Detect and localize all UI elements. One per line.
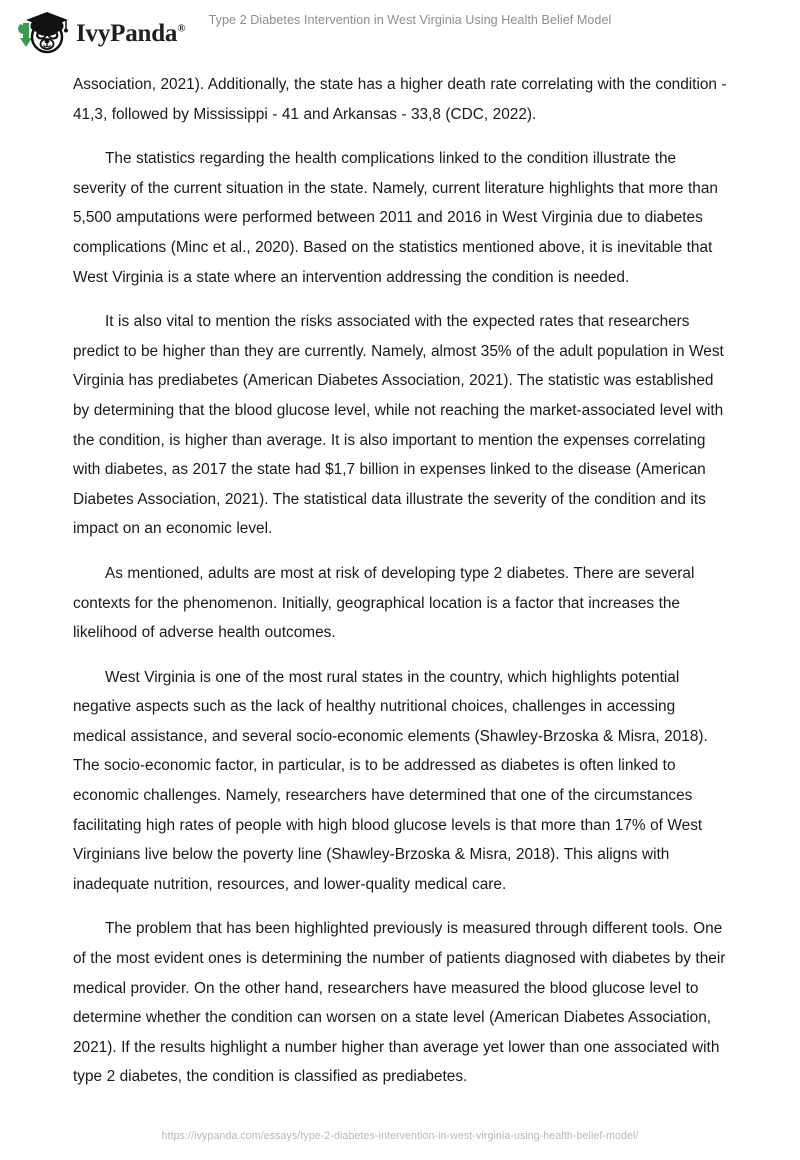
source-url-link[interactable]: https://ivypanda.com/essays/type-2-diabetes-intervention-in-west-virginia-using-health-belief-model/ xyxy=(161,1130,639,1142)
paragraph: The problem that has been highlighted previously is measured through different tools. One of the most evident ones is determining the number of patients diagnosed with diabetes by their medical provider. On the other hand, researchers have measured the blood glucose level to determine whether the condition can worsen on a state level (American Diabetes Association, 2021). If the results highlight a number higher than average yet lower than one associated with type 2 diabetes, the condition is classified as prediabetes. xyxy=(73,920,726,1086)
page-header xyxy=(0,0,800,62)
paragraph: West Virginia is one of the most rural states in the country, which highlights potential negative aspects such as the lack of healthy nutritional choices, challenges in accessing medical assistance, and several socio-economic elements (Shawley-Brzoska & Misra, 2018). The socio-economic factor, in particular, is to be addressed as diabetes is often linked to economic challenges. Namely, researchers have determined that one of the circumstances facilitating high rates of people with high blood glucose levels is that more than 17% of West Virginians live below the poverty line (Shawley-Brzoska & Misra, 2018). This aligns with inadequate nutrition, resources, and lower-quality medical care. xyxy=(73,668,708,893)
brand-name-text: IvyPanda xyxy=(76,19,178,47)
paragraph: It is also vital to mention the risks associated with the expected rates that researchers predict to be higher than they are currently. Namely, almost 35% of the adult population in West Virginia has prediabetes (American Diabetes Association, 2021). The statistic was established by determining that the blood glucose level, while not reaching the market-associated level with the condition, is higher than average. It is also important to mention the expenses correlating with diabetes, as 2017 the state had $1,7 billion in expenses linked to the disease (American Diabetes Association, 2021). The statistical data illustrate the severity of the condition and its impact on an economic level. xyxy=(73,313,724,538)
paragraph: As mentioned, adults are most at risk of developing type 2 diabetes. There are several contexts for the phenomenon. Initially, geographical location is a factor that increases the likelihood of adverse health outcomes. xyxy=(73,564,695,642)
page-title: Type 2 Diabetes Intervention in West Virginia Using Health Belief Model xyxy=(208,13,612,27)
paragraph: Association, 2021). Additionally, the state has a higher death rate correlating with the condition - 41,3, followed by Mississippi - 41 and Arkansas - 33,8 (CDC, 2022). xyxy=(73,76,727,123)
document-body xyxy=(73,70,729,1092)
registered-trademark-symbol: ® xyxy=(177,22,186,35)
page-footer xyxy=(0,1126,800,1144)
paragraph: The statistics regarding the health complications linked to the condition illustrate the severity of the current situation in the state. Namely, current literature highlights that more than 5,500 amputations were performed between 2011 and 2016 in West Virginia due to diabetes complications (Minc et al., 2020). Based on the statistics mentioned above, it is inevitable that West Virginia is a state where an intervention addressing the condition is needed. xyxy=(73,150,718,286)
